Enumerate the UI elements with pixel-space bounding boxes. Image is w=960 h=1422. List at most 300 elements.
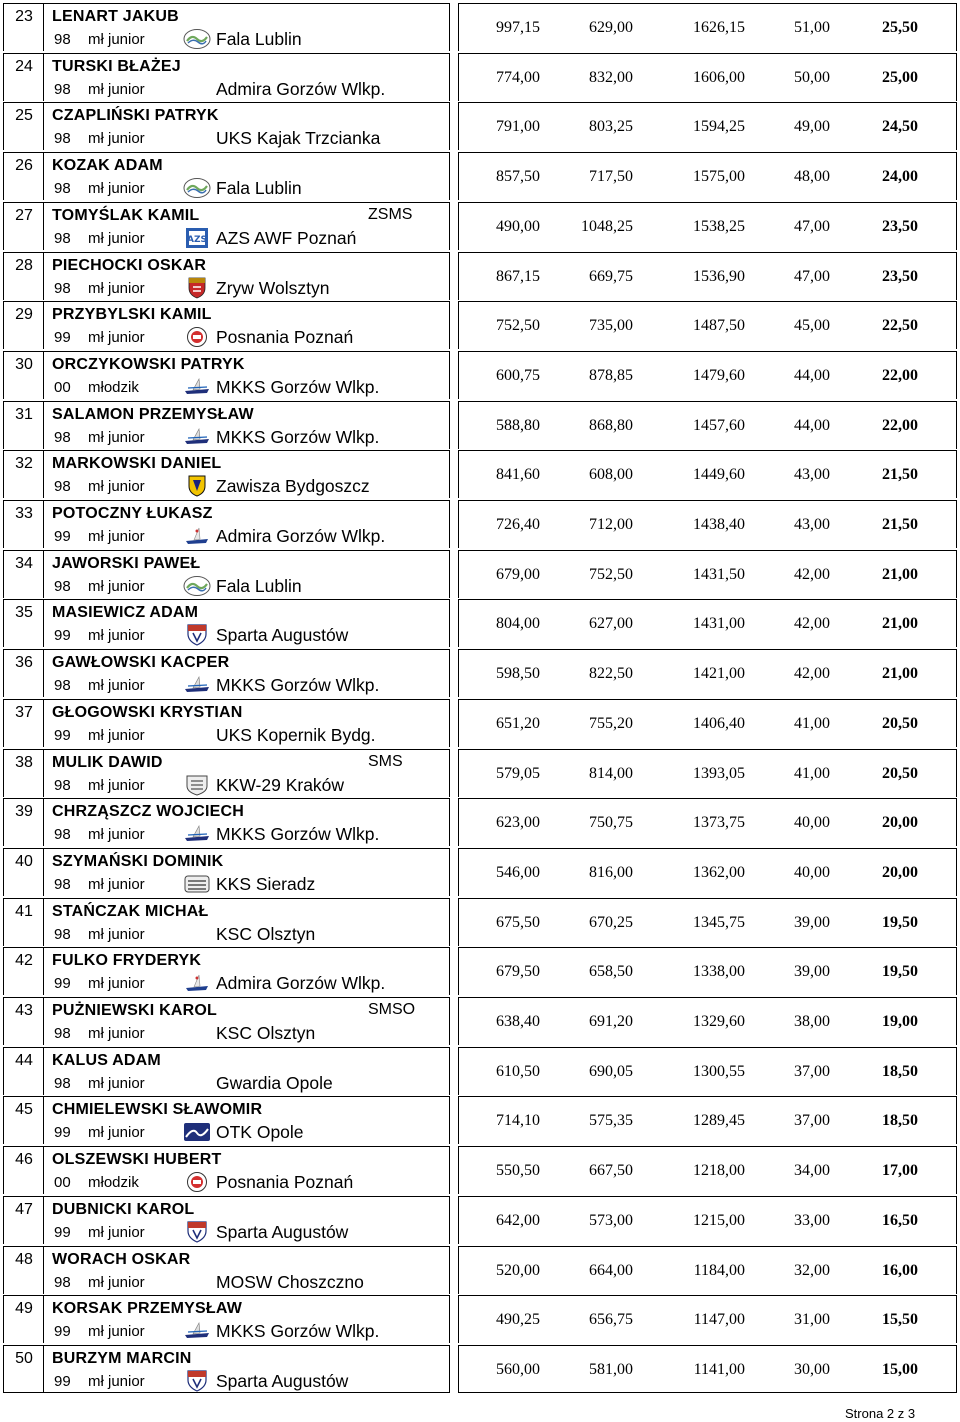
rank-cell [4,352,44,399]
age-category: mł junior [88,1025,145,1042]
score-total: 1141,00 [693,1360,745,1378]
club-name: Admira Gorzów Wlkp. [216,526,386,546]
rank: 37 [15,703,33,721]
table-row [0,252,960,300]
table-row [0,1345,960,1393]
age-category: mł junior [88,31,145,48]
ranking-points: 50,00 [794,68,830,86]
age-category: mł junior [88,329,145,347]
rank: 47 [15,1200,33,1218]
ranking-points: 41,00 [794,764,830,782]
birth-year: 98 [54,875,71,893]
score-total: 1300,55 [693,1062,745,1080]
athlete-name: MULIK DAWID [52,753,163,771]
points-cell [458,1345,957,1393]
points-cell [458,102,957,150]
athlete-cell [3,1096,450,1144]
club-name: UKS Kajak Trzcianka [216,128,381,149]
club-name: Posnania Poznań [216,327,354,348]
score-total: 1329,60 [693,1013,745,1030]
rank: 34 [15,554,33,572]
club-name: Sparta Augustów [216,625,349,646]
score-total: 1575,00 [693,168,745,186]
rank: 30 [15,355,33,373]
athlete-cell [3,749,450,797]
age-category: mł junior [88,826,145,844]
athlete-name: TURSKI BŁAŻEJ [52,57,181,75]
birth-year: 99 [54,1323,71,1341]
score-2: 752,50 [589,565,633,583]
athlete-name: GAWŁOWSKI KACPER [52,654,230,672]
birth-year: 99 [54,329,71,347]
table-row [0,997,960,1045]
otk-logo [183,1121,211,1143]
birth-year: 98 [54,279,71,297]
score-1: 791,00 [496,118,540,136]
score-1: 490,00 [496,217,540,235]
age-category: mł junior [88,279,145,297]
final-points: 24,50 [882,118,918,136]
birth-year: 98 [54,677,71,695]
age-category: mł junior [88,776,145,794]
final-points: 15,00 [882,1360,918,1378]
rank: 25 [15,107,33,125]
athlete-cell [3,947,450,995]
points-cell [458,351,957,399]
table-row [0,1096,960,1144]
ranking-points: 49,00 [794,118,830,136]
age-category: mł junior [88,130,145,148]
zawisza-logo [183,475,211,497]
ranking-points: 40,00 [794,814,830,832]
rank-cell [4,402,44,449]
ranking-points: 30,00 [794,1360,830,1378]
age-category: mł junior [88,428,145,446]
school-tag: ZSMS [368,205,413,223]
score-1: 600,75 [496,366,540,384]
score-total: 1487,50 [693,317,745,335]
rank: 43 [15,1002,33,1019]
score-2: 667,50 [589,1162,633,1180]
club-logo-placeholder [183,1072,211,1094]
age-category: mł junior [88,925,145,943]
score-total: 1431,50 [693,565,745,583]
score-2: 629,00 [589,19,633,36]
mkks-logo [183,823,211,845]
score-1: 714,10 [496,1112,540,1130]
age-category: mł junior [88,677,145,695]
points-cell [458,1196,957,1244]
rank-cell [4,302,44,349]
rank: 40 [15,852,33,870]
birth-year: 99 [54,1223,71,1241]
table-row [0,1146,960,1194]
posnania-logo [183,326,211,348]
athlete-cell [3,202,450,250]
athlete-cell [3,1047,450,1095]
rank: 38 [15,753,33,771]
club-name: MKKS Gorzów Wlkp. [216,824,380,845]
score-total: 1457,60 [693,416,745,434]
table-row [0,798,960,846]
final-points: 21,00 [882,615,918,633]
club-name: UKS Kopernik Bydg. [216,724,376,745]
birth-year: 98 [54,130,71,148]
club-name: Sparta Augustów [216,1370,349,1391]
score-1: 675,50 [496,913,540,931]
athlete-cell [3,301,450,349]
azs-logo [183,227,211,249]
score-1: 726,40 [496,516,540,533]
club-name: Zryw Wolsztyn [216,277,330,298]
rank: 26 [15,157,33,175]
score-total: 1147,00 [693,1311,745,1329]
athlete-cell [3,599,450,647]
athlete-cell [3,1146,450,1194]
final-points: 25,50 [882,19,918,36]
table-row [0,500,960,548]
score-2: 816,00 [589,863,633,881]
athlete-name: PIECHOCKI OSKAR [52,256,207,274]
birth-year: 98 [54,229,71,247]
school-tag: SMS [368,752,403,770]
score-1: 642,00 [496,1211,540,1229]
athlete-cell [3,450,450,498]
club-name: Admira Gorzów Wlkp. [216,973,386,994]
athlete-cell [3,699,450,747]
points-cell [458,1047,957,1095]
score-2: 690,05 [589,1062,633,1080]
points-cell [458,1146,957,1194]
club-logo-placeholder [183,78,211,100]
score-1: 623,00 [496,814,540,832]
score-total: 1373,75 [693,814,745,832]
score-1: 774,00 [496,68,540,86]
athlete-cell [3,401,450,449]
rank: 27 [15,206,33,224]
club-logo-placeholder [183,1271,211,1293]
table-row [0,749,960,797]
final-points: 18,50 [882,1112,918,1130]
points-cell [458,3,957,51]
rank-cell [4,1147,44,1194]
fala-logo [183,177,211,199]
rank: 33 [15,505,33,522]
birth-year: 98 [54,925,71,943]
rank: 23 [15,8,33,25]
table-row [0,152,960,200]
club-name: KKS Sieradz [216,873,316,894]
score-1: 679,00 [496,565,540,583]
table-row [0,202,960,250]
age-category: mł junior [88,975,145,993]
rank-cell [4,650,44,697]
score-2: 691,20 [589,1013,633,1030]
posnania-logo [183,1171,211,1193]
athlete-name: BURZYM MARCIN [52,1349,192,1367]
score-2: 573,00 [589,1211,633,1229]
rank-cell [4,1346,44,1392]
birth-year: 99 [54,726,71,744]
age-category: mł junior [88,577,145,595]
score-1: 841,60 [496,466,540,484]
rank-cell [4,203,44,250]
athlete-name: KALUS ADAM [52,1051,161,1069]
birth-year: 98 [54,577,71,595]
rank-cell [4,253,44,300]
score-total: 1218,00 [693,1162,745,1180]
points-cell [458,1246,957,1294]
score-2: 868,80 [589,416,633,434]
club-name: Fala Lublin [216,178,302,199]
admira-logo [183,972,211,994]
points-cell [458,848,957,896]
age-category: mł junior [88,478,145,496]
club-name: KSC Olsztyn [216,923,316,944]
score-2: 608,00 [589,466,633,484]
birth-year: 99 [54,975,71,993]
rank-cell [4,551,44,598]
points-cell [458,699,957,747]
table-row [0,450,960,498]
club-name: Fala Lublin [216,29,302,49]
score-1: 638,40 [496,1013,540,1030]
score-total: 1449,60 [693,466,745,484]
rank-cell [4,1097,44,1144]
table-row [0,848,960,896]
score-2: 670,25 [589,913,633,931]
points-cell [458,749,957,797]
athlete-name: ORCZYKOWSKI PATRYK [52,355,245,373]
age-category: młodzik [88,1174,139,1192]
birth-year: 98 [54,1025,71,1042]
athlete-cell [3,3,450,51]
ranking-points: 37,00 [794,1062,830,1080]
rank-cell [4,54,44,101]
final-points: 19,00 [882,1013,918,1030]
rank-cell [4,849,44,896]
score-total: 1184,00 [693,1261,745,1279]
athlete-cell [3,550,450,598]
final-points: 22,50 [882,317,918,335]
athlete-cell [3,1345,450,1393]
table-row [0,1295,960,1343]
table-row [0,599,960,647]
points-cell [458,450,957,498]
score-total: 1345,75 [693,913,745,931]
athlete-name: FULKO FRYDERYK [52,952,202,970]
ranking-points: 44,00 [794,366,830,384]
points-cell [458,401,957,449]
table-row [0,401,960,449]
final-points: 15,50 [882,1311,918,1329]
athlete-name: LENART JAKUB [52,8,179,25]
final-points: 21,50 [882,516,918,533]
athlete-cell [3,848,450,896]
score-1: 679,50 [496,963,540,981]
final-points: 24,00 [882,168,918,186]
score-2: 664,00 [589,1261,633,1279]
club-name: Zawisza Bydgoszcz [216,476,370,497]
athlete-name: PRZYBYLSKI KAMIL [52,306,212,324]
club-logo-placeholder [183,1022,211,1044]
ranking-points: 38,00 [794,1013,830,1030]
table-row [0,947,960,995]
athlete-name: KORSAK PRZEMYSŁAW [52,1300,243,1318]
club-name: Posnania Poznań [216,1172,354,1193]
score-total: 1215,00 [693,1211,745,1229]
score-1: 550,50 [496,1162,540,1180]
sparta-logo [183,624,211,646]
rank: 39 [15,803,33,821]
score-2: 669,75 [589,267,633,285]
final-points: 23,50 [882,217,918,235]
ranking-points: 42,00 [794,565,830,583]
school-tag: SMSO [368,1001,416,1018]
athlete-name: KOZAK ADAM [52,157,163,175]
age-category: mł junior [88,528,145,545]
birth-year: 00 [54,1174,71,1192]
score-1: 752,50 [496,317,540,335]
ranking-points: 40,00 [794,863,830,881]
table-row [0,1196,960,1244]
rank: 48 [15,1250,33,1268]
rank-cell [4,153,44,200]
athlete-name: POTOCZNY ŁUKASZ [52,505,213,522]
age-category: mł junior [88,726,145,744]
age-category: mł junior [88,627,145,645]
rank: 45 [15,1101,33,1119]
rank-cell [4,1247,44,1294]
final-points: 19,50 [882,913,918,931]
ranking-points: 32,00 [794,1261,830,1279]
score-2: 755,20 [589,714,633,732]
ranking-points: 45,00 [794,317,830,335]
age-category: mł junior [88,1124,145,1142]
admira-logo [183,525,211,547]
athlete-cell [3,53,450,101]
athlete-cell [3,1246,450,1294]
final-points: 16,00 [882,1261,918,1279]
final-points: 20,50 [882,714,918,732]
table-row [0,102,960,150]
rank-cell [4,451,44,498]
club-name: Fala Lublin [216,575,302,596]
birth-year: 98 [54,1074,71,1092]
score-total: 1594,25 [693,118,745,136]
points-cell [458,550,957,598]
club-name: Sparta Augustów [216,1221,349,1242]
club-name: MKKS Gorzów Wlkp. [216,1321,380,1342]
athlete-name: CZAPLIŃSKI PATRYK [52,107,219,125]
athlete-name: MASIEWICZ ADAM [52,604,199,622]
age-category: mł junior [88,180,145,198]
age-category: mł junior [88,229,145,247]
athlete-name: CHMIELEWSKI SŁAWOMIR [52,1101,263,1119]
ranking-points: 44,00 [794,416,830,434]
points-cell [458,649,957,697]
final-points: 17,00 [882,1162,918,1180]
points-cell [458,1295,957,1343]
page-number: Strona 2 z 3 [845,1406,916,1421]
athlete-name: STAŃCZAK MICHAŁ [52,902,209,920]
points-cell [458,252,957,300]
athlete-cell [3,1295,450,1343]
athlete-cell [3,898,450,946]
rank-cell [4,899,44,946]
age-category: mł junior [88,1074,145,1092]
rank-cell [4,103,44,150]
rank: 46 [15,1151,33,1169]
score-2: 814,00 [589,764,633,782]
svg-text:AZS: AZS [187,234,207,245]
athlete-name: WORACH OSKAR [52,1250,191,1268]
ranking-points: 43,00 [794,466,830,484]
rank: 35 [15,604,33,622]
birth-year: 98 [54,478,71,496]
ranking-points: 41,00 [794,714,830,732]
rank: 31 [15,405,33,423]
table-row [0,649,960,697]
score-total: 1421,00 [693,665,745,683]
final-points: 20,50 [882,764,918,782]
score-2: 735,00 [589,317,633,335]
score-total: 1626,15 [693,19,745,36]
rank: 28 [15,256,33,274]
final-points: 19,50 [882,963,918,981]
birth-year: 98 [54,776,71,794]
birth-year: 98 [54,428,71,446]
score-1: 520,00 [496,1261,540,1279]
athlete-cell [3,1196,450,1244]
rank: 44 [15,1051,33,1069]
birth-year: 98 [54,1273,71,1291]
athlete-name: CHRZĄSZCZ WOJCIECH [52,803,245,821]
final-points: 18,50 [882,1062,918,1080]
score-1: 579,05 [496,764,540,782]
score-2: 581,00 [589,1360,633,1378]
rank-cell [4,1048,44,1095]
ranking-points: 47,00 [794,267,830,285]
final-points: 20,00 [882,814,918,832]
birth-year: 99 [54,1124,71,1142]
ranking-points: 33,00 [794,1211,830,1229]
score-1: 804,00 [496,615,540,633]
table-row [0,1047,960,1095]
score-1: 997,15 [496,19,540,36]
score-1: 588,80 [496,416,540,434]
score-1: 560,00 [496,1360,540,1378]
kks-logo [183,873,211,895]
athlete-name: SZYMAŃSKI DOMINIK [52,852,224,870]
rank-cell [4,700,44,747]
athlete-cell [3,649,450,697]
athlete-cell [3,102,450,150]
rank: 36 [15,654,33,672]
athlete-cell [3,252,450,300]
age-category: mł junior [88,80,145,98]
mkks-logo [183,1320,211,1342]
ranking-points: 43,00 [794,516,830,533]
birth-year: 98 [54,80,71,98]
club-name: OTK Opole [216,1122,304,1143]
athlete-cell [3,500,450,548]
birth-year: 99 [54,528,71,545]
mkks-logo [183,376,211,398]
table-row [0,1246,960,1294]
mkks-logo [183,426,211,448]
table-row [0,550,960,598]
